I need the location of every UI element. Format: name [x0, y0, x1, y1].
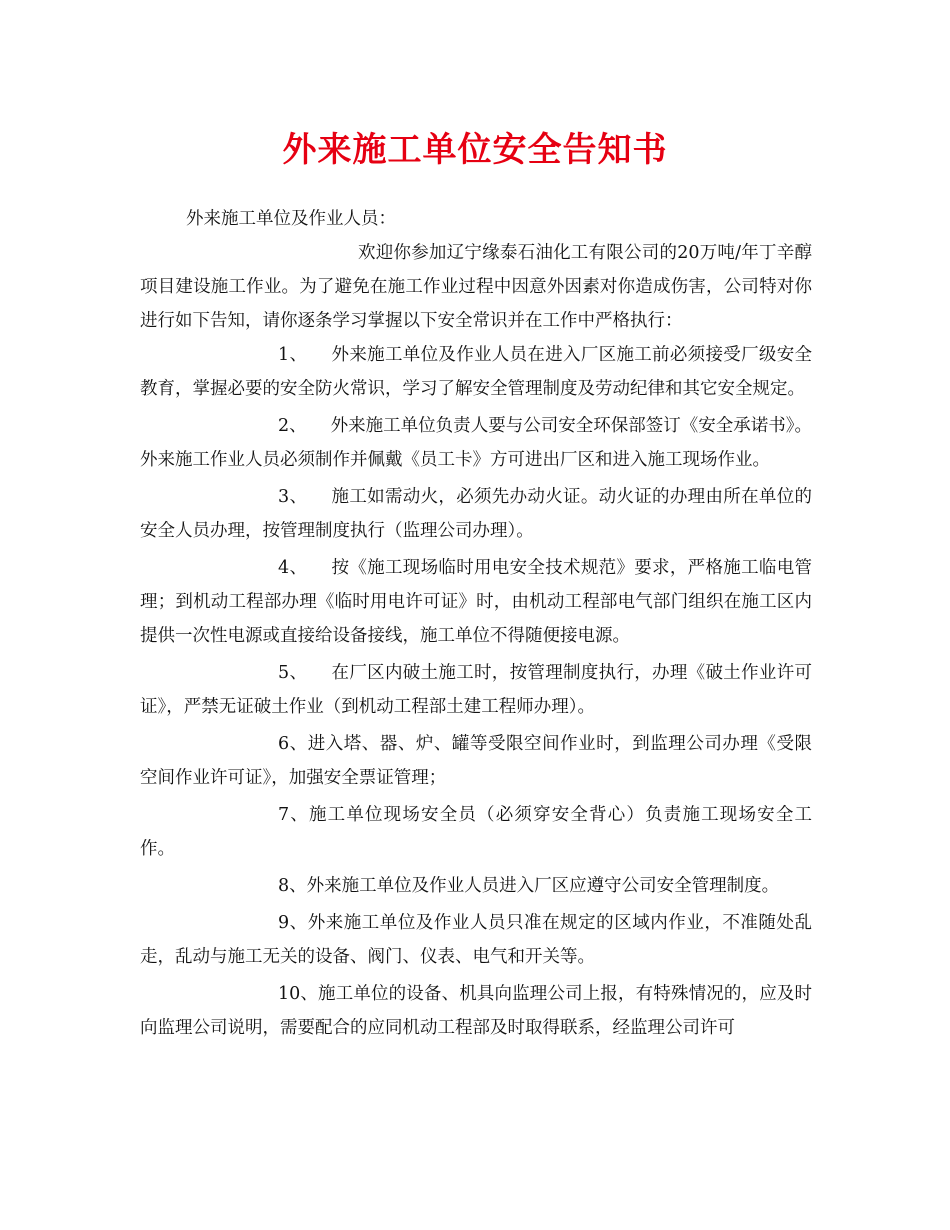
item-text: 外来施工单位及作业人员在进入厂区施工前必须接受厂级安全教育，掌握必要的安全防火常识，学习了解安全管理制度及劳动纪律和其它安全规定。	[140, 345, 812, 399]
item-text: 10、施工单位的设备、机具向监理公司上报，有特殊情况的，应及时向监理公司说明，需要配合的应同机动工程部及时取得联系，经监理公司许可	[140, 984, 812, 1038]
list-item	[140, 906, 812, 974]
item-text: 按《施工现场临时用电安全技术规范》要求，严格施工临电管理；到机动工程部办理《临时用电许可证》时，由机动工程部电气部门组织在施工区内提供一次性电源或直接给设备接线，施工单位不得随便接电源。	[140, 558, 812, 646]
item-text: 外来施工单位负责人要与公司安全环保部签订《安全承诺书》。外来施工作业人员必须制作并佩戴《员工卡》方可进出厂区和进入施工现场作业。	[140, 416, 813, 470]
item-text: 7、施工单位现场安全员（必须穿安全背心）负责施工现场安全工作。	[140, 805, 812, 859]
item-text: 6、进入塔、器、炉、罐等受限空间作业时，到监理公司办理《受限空间作业许可证》，加强安全票证管理；	[140, 734, 812, 788]
list-item	[140, 551, 812, 653]
list-item	[140, 338, 812, 406]
item-number: 5、	[278, 663, 308, 683]
item-text: 在厂区内破土施工时，按管理制度执行，办理《破土作业许可证》，严禁无证破土作业（到机动工程部土建工程师办理）。	[140, 663, 812, 717]
item-number: 2、	[278, 416, 307, 436]
list-item	[140, 727, 812, 795]
intro-paragraph: 欢迎你参加辽宁缘泰石油化工有限公司的20万吨/年丁辛醇项目建设施工作业。为了避免在施工作业过程中因意外因素对你造成伤害，公司特对你进行如下告知，请你逐条学习掌握以下安全常识并在工作中严格执行：	[140, 243, 812, 331]
document-title: 外来施工单位安全告知书	[282, 130, 668, 170]
list-item	[140, 480, 812, 548]
item-number: 4、	[278, 558, 308, 578]
item-number: 3、	[278, 487, 308, 507]
list-item	[140, 977, 812, 1045]
list-item	[140, 409, 812, 477]
item-text: 8、外来施工单位及作业人员进入厂区应遵守公司安全管理制度。	[278, 876, 780, 896]
salutation: 外来施工单位及作业人员：	[186, 209, 396, 229]
list-item	[140, 869, 812, 903]
item-text: 9、外来施工单位及作业人员只准在规定的区域内作业，不准随处乱走，乱动与施工无关的设备、阀门、仪表、电气和开关等。	[140, 913, 812, 967]
item-text: 施工如需动火，必须先办动火证。动火证的办理由所在单位的安全人员办理，按管理制度执行（监理公司办理）。	[140, 487, 812, 541]
list-item	[140, 656, 812, 724]
list-item	[140, 798, 812, 866]
item-number: 1、	[278, 345, 308, 365]
document-body	[140, 202, 812, 1045]
